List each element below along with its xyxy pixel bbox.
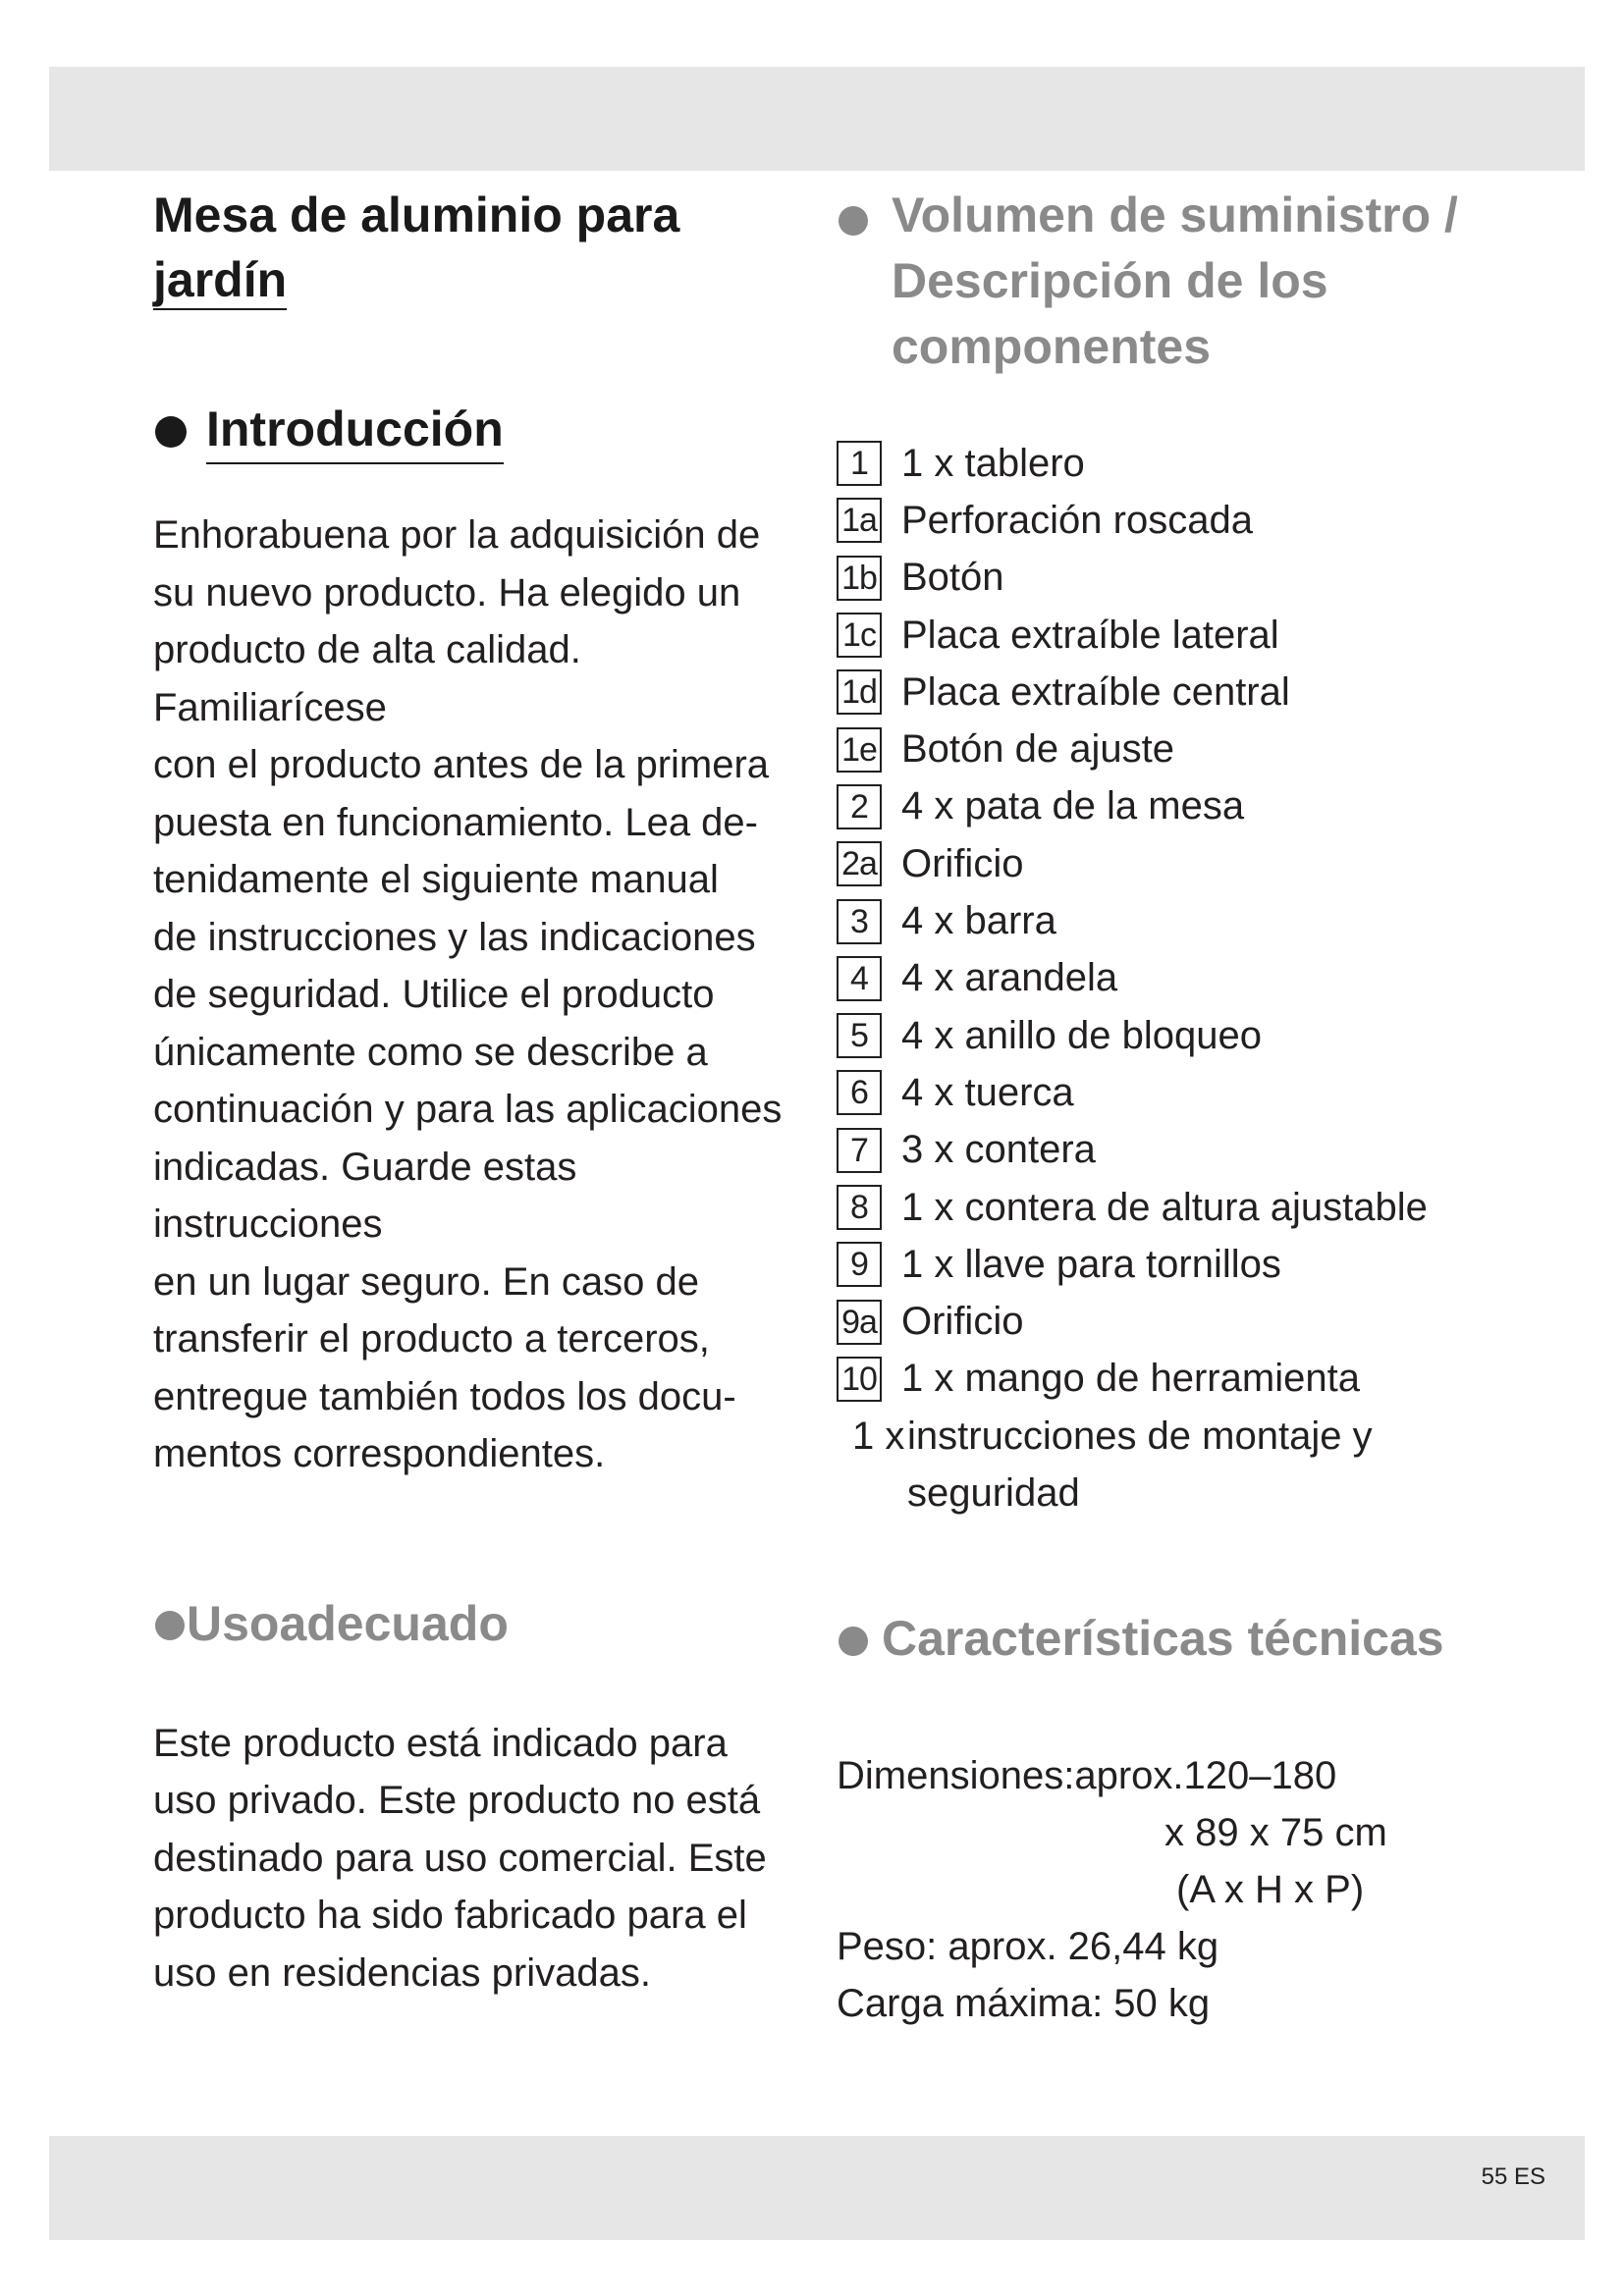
component-label: 4 x anillo de bloqueo — [901, 1013, 1262, 1057]
component-number-badge: 1d — [837, 669, 882, 715]
component-label: 3 x contera — [901, 1128, 1096, 1172]
tech-specs — [837, 1747, 1543, 2032]
component-label: Perforación roscada — [901, 498, 1253, 542]
component-item — [837, 721, 1543, 777]
component-item — [837, 1236, 1543, 1293]
component-label: 1 x llave para tornillos — [901, 1242, 1281, 1286]
uso-text — [153, 1715, 801, 2002]
component-item — [837, 607, 1543, 664]
volumen-heading-line: Descripción de los — [892, 253, 1328, 308]
component-label: Orificio — [901, 841, 1024, 885]
volumen-heading — [837, 183, 1543, 380]
component-number-badge: 9a — [837, 1300, 882, 1345]
component-item — [837, 664, 1543, 721]
component-number-badge: 2a — [837, 841, 882, 886]
bullet-icon — [155, 416, 187, 448]
right-column — [837, 183, 1543, 2032]
extra-line1: instrucciones de montaje y — [907, 1415, 1373, 1459]
component-label: Botón de ajuste — [901, 727, 1174, 772]
page-title-line1: Mesa de aluminio para — [153, 187, 680, 242]
component-item — [837, 435, 1543, 492]
text-line: con el producto antes de la primera — [153, 743, 770, 786]
bullet-icon — [155, 1611, 185, 1640]
tecnicas-heading-text: Características técnicas — [882, 1611, 1444, 1667]
text-line: entregue también todos los docu- — [153, 1374, 736, 1418]
left-column — [153, 183, 801, 2002]
text-line: indicadas. Guarde estas instrucciones — [153, 1145, 577, 1246]
text-line: uso privado. Este producto no está — [153, 1779, 761, 1822]
text-line: de instrucciones y las indicaciones — [153, 915, 756, 959]
component-label: 4 x tuerca — [901, 1070, 1074, 1114]
component-number-badge: 5 — [837, 1013, 882, 1058]
component-item — [837, 835, 1543, 892]
component-number-badge: 1e — [837, 727, 882, 773]
tecnicas-heading — [837, 1606, 1543, 1671]
text-line: uso en residencias privadas. — [153, 1950, 651, 1995]
text-line: producto de alta calidad. Familiarícese — [153, 628, 581, 729]
component-number-badge: 1c — [837, 613, 882, 658]
component-number-badge: 8 — [837, 1185, 882, 1230]
component-label: 4 x arandela — [901, 956, 1118, 1000]
component-number-badge: 2 — [837, 784, 882, 829]
component-number-badge: 6 — [837, 1070, 882, 1115]
page-number: 55 ES — [1481, 2163, 1545, 2190]
introduccion-text — [153, 507, 801, 1483]
component-number-badge: 3 — [837, 899, 882, 944]
component-item — [837, 1064, 1543, 1121]
component-label: Placa extraíble central — [901, 669, 1290, 714]
text-line: su nuevo producto. Ha elegido un — [153, 570, 741, 614]
text-line: tenidamente el siguiente manual — [153, 858, 719, 901]
component-number-badge: 7 — [837, 1128, 882, 1173]
uso-heading-text: Usoadecuado — [187, 1595, 509, 1651]
bullet-icon — [839, 206, 868, 236]
components-extra-item — [837, 1408, 1543, 1522]
component-label: 1 x tablero — [901, 441, 1085, 485]
weight: Peso: aprox. 26,44 kg — [837, 1925, 1219, 1969]
component-number-badge: 4 — [837, 956, 882, 1001]
component-label: Botón — [901, 556, 1004, 600]
component-item — [837, 1293, 1543, 1350]
component-item — [837, 950, 1543, 1007]
component-item — [837, 778, 1543, 835]
text-line: destinado para uso comercial. Este — [153, 1836, 767, 1880]
component-label: 1 x mango de herramienta — [901, 1357, 1360, 1401]
text-line: en un lugar seguro. En caso de — [153, 1259, 699, 1304]
component-number-badge: 1a — [837, 498, 882, 543]
dimensions-line1: Dimensiones:aprox.120–180 — [837, 1754, 1337, 1798]
text-line: producto ha sido fabricado para el — [153, 1894, 747, 1937]
text-line: únicamente como se describe a — [153, 1030, 708, 1074]
introduccion-heading — [153, 397, 801, 461]
component-item — [837, 1179, 1543, 1236]
component-item — [837, 492, 1543, 549]
dimensions-line3: (A x H x P) — [1176, 1868, 1365, 1912]
component-item — [837, 892, 1543, 949]
component-number-badge: 1b — [837, 556, 882, 601]
component-label: 1 x contera de altura ajustable — [901, 1185, 1428, 1229]
text-line: Este producto está indicado para — [153, 1721, 728, 1765]
page-title-line2: jardín — [153, 252, 288, 307]
text-line: Enhorabuena por la adquisición de — [153, 513, 761, 557]
header-band — [49, 67, 1585, 171]
dimensions-line2: x 89 x 75 cm — [1164, 1811, 1387, 1855]
introduccion-heading-text: Introducción — [206, 401, 504, 464]
component-number-badge: 1 — [837, 441, 882, 486]
max-load: Carga máxima: 50 kg — [837, 1982, 1211, 2026]
component-label: Orificio — [901, 1300, 1024, 1344]
volumen-heading-line: Volumen de suministro / — [892, 187, 1458, 242]
component-item — [837, 1007, 1543, 1064]
components-list — [837, 435, 1543, 1408]
extra-quantity: 1 x — [852, 1415, 905, 1459]
extra-line2: seguridad — [907, 1471, 1080, 1516]
component-label: 4 x barra — [901, 899, 1056, 943]
component-number-badge: 10 — [837, 1357, 882, 1402]
uso-heading — [153, 1591, 801, 1656]
footer-band — [49, 2136, 1585, 2240]
bullet-icon — [839, 1627, 868, 1656]
component-item — [837, 1122, 1543, 1179]
component-item — [837, 550, 1543, 607]
component-item — [837, 1351, 1543, 1408]
component-label: 4 x pata de la mesa — [901, 784, 1245, 828]
page-title — [153, 183, 801, 312]
component-number-badge: 9 — [837, 1242, 882, 1287]
volumen-heading-line: componentes — [892, 319, 1212, 374]
text-line: mentos correspondientes. — [153, 1432, 606, 1475]
text-line: puesta en funcionamiento. Lea de- — [153, 800, 758, 844]
text-line: de seguridad. Utilice el producto — [153, 973, 715, 1016]
text-line: continuación y para las aplicaciones — [153, 1088, 783, 1131]
component-label: Placa extraíble lateral — [901, 613, 1279, 657]
text-line: transferir el producto a terceros, — [153, 1317, 710, 1361]
